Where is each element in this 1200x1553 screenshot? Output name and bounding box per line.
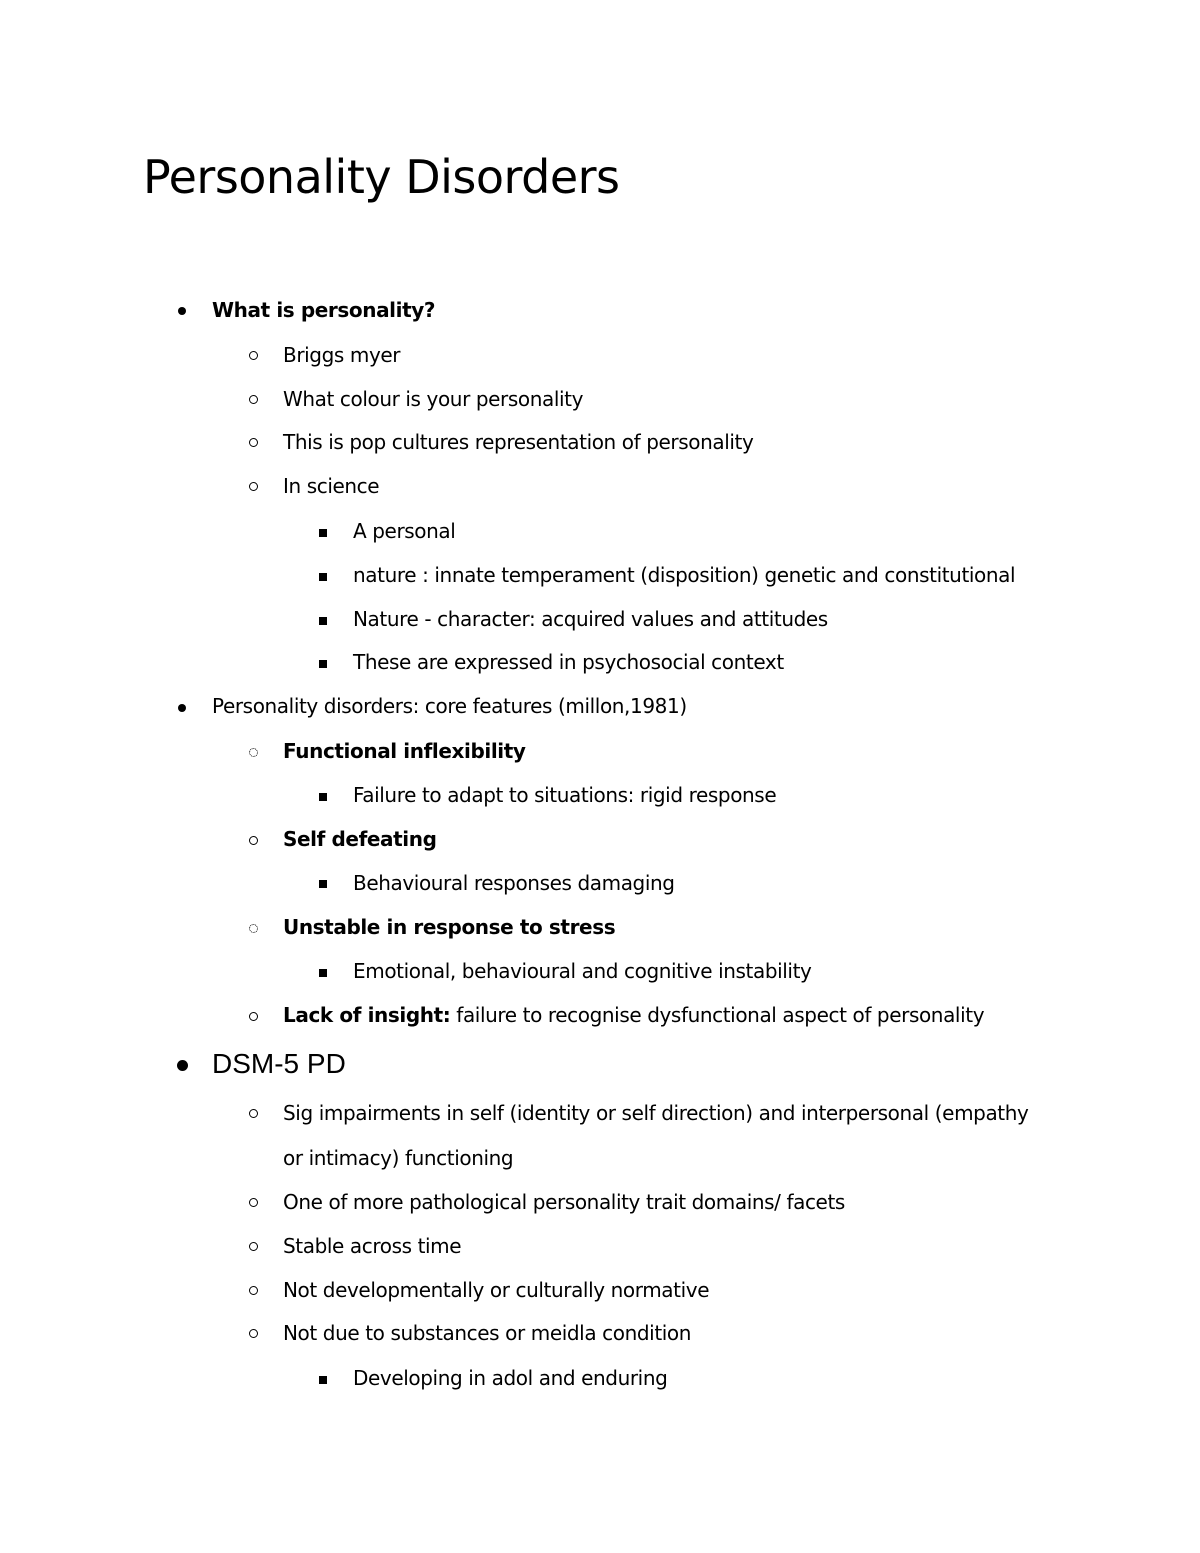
list-item: One of more pathological personality trait domains/ facets [283, 1190, 845, 1214]
list-item: Emotional, behavioural and cognitive instability [353, 959, 812, 983]
list-item: Nature - character: acquired values and attitudes [353, 607, 828, 631]
circle-bullet-icon [249, 924, 258, 933]
list-item: What colour is your personality [283, 387, 584, 411]
circle-bullet-icon [249, 351, 258, 360]
list-item: This is pop cultures representation of personality [283, 430, 754, 454]
circle-bullet-icon [249, 395, 258, 404]
list-item-text: failure to recognise dysfunctional aspect of personality [450, 1003, 985, 1027]
list-item: These are expressed in psychosocial context [353, 650, 784, 674]
list-item: Not developmentally or culturally normative [283, 1278, 710, 1302]
list-item: A personal [353, 519, 456, 543]
page-title: Personality Disorders [143, 150, 620, 204]
circle-bullet-icon [249, 748, 258, 757]
list-item: nature : innate temperament (disposition) genetic and constitutional [353, 563, 1016, 587]
list-item: Sig impairments in self (identity or self direction) and interpersonal (empathy [283, 1101, 1029, 1125]
list-item: What is personality? [212, 298, 436, 322]
list-item-continuation: or intimacy) functioning [283, 1146, 514, 1170]
circle-bullet-icon [249, 1286, 258, 1295]
list-item-bold-lead: Lack of insight: [283, 1003, 451, 1027]
square-bullet-icon [319, 660, 327, 668]
square-bullet-icon [319, 573, 327, 581]
circle-bullet-icon [249, 438, 258, 447]
list-item: In science [283, 474, 380, 498]
square-bullet-icon [319, 880, 327, 888]
list-item [283, 1003, 984, 1027]
list-item: Personality disorders: core features (millon,1981) [212, 694, 687, 718]
circle-bullet-icon [249, 482, 258, 491]
square-bullet-icon [319, 1376, 327, 1384]
circle-bullet-icon [249, 836, 258, 845]
disc-bullet-icon [178, 307, 186, 315]
disc-bullet-icon [178, 704, 186, 712]
circle-bullet-icon [249, 1329, 258, 1338]
square-bullet-icon [319, 969, 327, 977]
square-bullet-icon [319, 529, 327, 537]
list-item: Behavioural responses damaging [353, 871, 675, 895]
list-item: Self defeating [283, 827, 437, 851]
disc-bullet-icon [177, 1060, 188, 1071]
circle-bullet-icon [249, 1012, 258, 1021]
list-item: Stable across time [283, 1234, 462, 1258]
list-item: Not due to substances or meidla condition [283, 1321, 692, 1345]
list-item: Unstable in response to stress [283, 915, 616, 939]
circle-bullet-icon [249, 1109, 258, 1118]
list-item: Failure to adapt to situations: rigid response [353, 783, 777, 807]
square-bullet-icon [319, 793, 327, 801]
list-item: Functional inflexibility [283, 739, 526, 763]
circle-bullet-icon [249, 1242, 258, 1251]
list-item: Developing in adol and enduring [353, 1366, 668, 1390]
section-heading: DSM-5 PD [212, 1048, 346, 1079]
list-item: Briggs myer [283, 343, 401, 367]
square-bullet-icon [319, 617, 327, 625]
circle-bullet-icon [249, 1198, 258, 1207]
